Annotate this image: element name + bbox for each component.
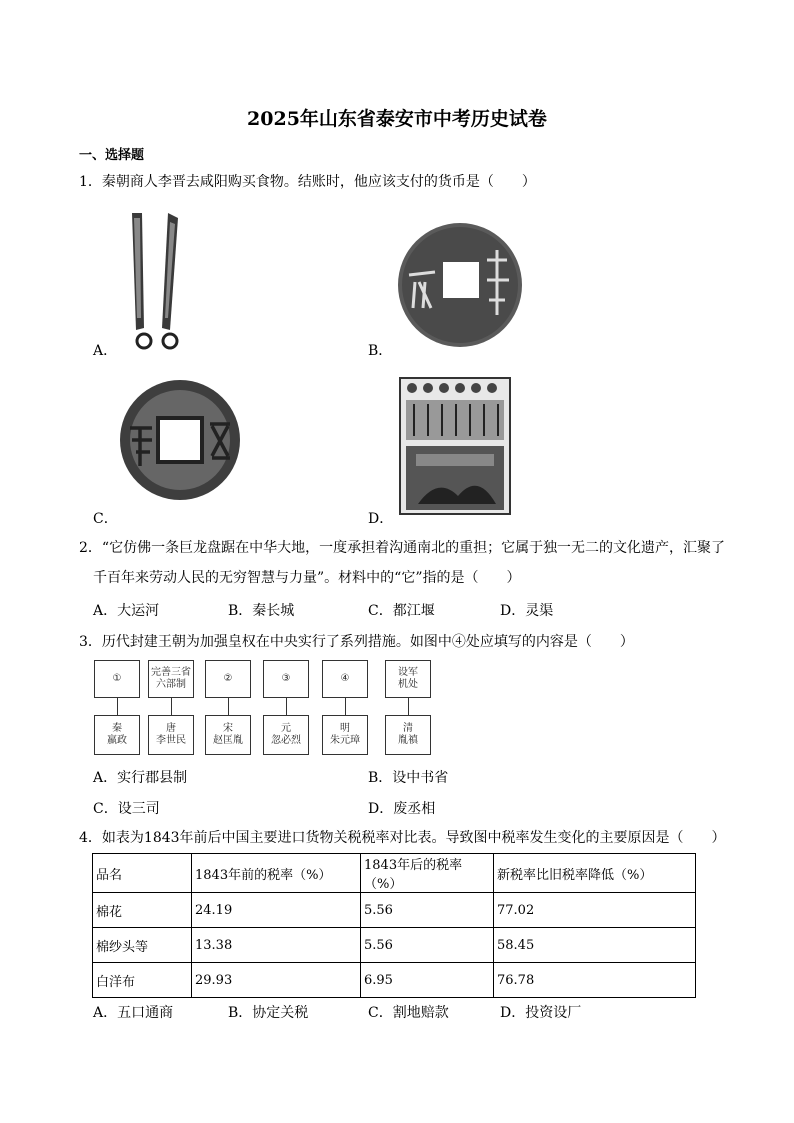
q1-stem: 1．秦朝商人李晋去咸阳购买食物。结账时，他应该支付的货币是（ ） xyxy=(79,174,536,190)
table-cell: 76.78 xyxy=(494,963,696,998)
q4-option-d[interactable]: D．投资设厂 xyxy=(500,1005,582,1021)
page-title: 2025年山东省泰安市中考历史试卷 xyxy=(247,108,547,130)
q4-option-a[interactable]: A．五口通商 xyxy=(93,1005,174,1021)
table-cell: 24.19 xyxy=(192,893,361,928)
flow-box-top-1: ① xyxy=(94,660,140,698)
flow-connector xyxy=(345,697,346,715)
q2-option-b[interactable]: B．秦长城 xyxy=(228,603,295,619)
flow-box-bottom-2: 唐 李世民 xyxy=(148,715,194,755)
table-cell: 5.56 xyxy=(361,928,494,963)
flow-box-top-2: 完善三省 六部制 xyxy=(148,660,194,698)
q4-option-c[interactable]: C．割地赔款 xyxy=(368,1005,449,1021)
flow-box-bottom-3: 宋 赵匡胤 xyxy=(205,715,251,755)
flow-connector xyxy=(286,697,287,715)
table-row xyxy=(93,893,696,928)
flow-connector xyxy=(171,697,172,715)
table-header-row xyxy=(93,854,696,893)
table-cell: 5.56 xyxy=(361,893,494,928)
q2-option-a[interactable]: A．大运河 xyxy=(93,603,160,619)
table-cell: 13.38 xyxy=(192,928,361,963)
table-row xyxy=(93,963,696,998)
q2-option-d[interactable]: D．灵渠 xyxy=(500,603,554,619)
table-header-cell: 新税率比旧税率降低（%） xyxy=(494,854,696,893)
q4-option-b[interactable]: B．协定关税 xyxy=(228,1005,309,1021)
flow-box-bottom-1: 秦 嬴政 xyxy=(94,715,140,755)
table-cell: 77.02 xyxy=(494,893,696,928)
q2-stem-line2: 千百年来劳动人民的无穷智慧与力量”。材料中的“它”指的是（ ） xyxy=(93,570,521,586)
tariff-table xyxy=(92,853,696,998)
q3-option-c[interactable]: C．设三司 xyxy=(93,801,160,817)
flow-box-bottom-4: 元 忽必烈 xyxy=(263,715,309,755)
q1-option-d[interactable]: D． xyxy=(368,511,394,527)
flow-box-top-5: ④ xyxy=(322,660,368,698)
table-header-cell: 1843年后的税率（%） xyxy=(361,854,494,893)
table-header-cell: 1843年前的税率（%） xyxy=(192,854,361,893)
q3-option-a[interactable]: A．实行郡县制 xyxy=(93,770,188,786)
table-cell: 29.93 xyxy=(192,963,361,998)
ban-liang-coin-icon xyxy=(395,220,525,350)
paper-note-icon xyxy=(398,376,513,516)
flow-connector xyxy=(408,697,409,715)
q3-stem: 3．历代封建王朝为加强皇权在中央实行了系列措施。如图中④处应填写的内容是（ ） xyxy=(79,634,634,650)
q2-option-c[interactable]: C．都江堰 xyxy=(368,603,435,619)
q2-stem-line1: 2．“它仿佛一条巨龙盘踞在中华大地，一度承担着沟通南北的重担；它属于独一无二的文化遗产，汇聚了 xyxy=(79,540,726,556)
flow-connector xyxy=(117,697,118,715)
q1-option-b[interactable]: B． xyxy=(368,343,393,359)
q4-stem: 4．如表为1843年前后中国主要进口货物关税税率对比表。导致图中税率发生变化的主要原因是（ ） xyxy=(79,830,726,846)
table-header-cell: 品名 xyxy=(93,854,192,893)
q1-option-c[interactable]: C． xyxy=(93,511,118,527)
table-cell: 棉花 xyxy=(93,893,192,928)
flow-box-bottom-6: 清 胤禛 xyxy=(385,715,431,755)
q3-option-b[interactable]: B．设中书省 xyxy=(368,770,449,786)
table-row xyxy=(93,928,696,963)
knife-coin-icon xyxy=(122,208,192,358)
flow-box-bottom-5: 明 朱元璋 xyxy=(322,715,368,755)
flow-box-top-4: ③ xyxy=(263,660,309,698)
flow-box-top-6: 设军 机处 xyxy=(385,660,431,698)
table-cell: 58.45 xyxy=(494,928,696,963)
q3-option-d[interactable]: D．废丞相 xyxy=(368,801,436,817)
table-cell: 棉纱头等 xyxy=(93,928,192,963)
q1-option-a[interactable]: A． xyxy=(93,343,118,359)
square-hole-coin-icon xyxy=(118,378,243,503)
section-heading: 一、选择题 xyxy=(79,148,145,163)
flow-box-top-3: ② xyxy=(205,660,251,698)
flow-connector xyxy=(228,697,229,715)
table-cell: 白洋布 xyxy=(93,963,192,998)
table-cell: 6.95 xyxy=(361,963,494,998)
